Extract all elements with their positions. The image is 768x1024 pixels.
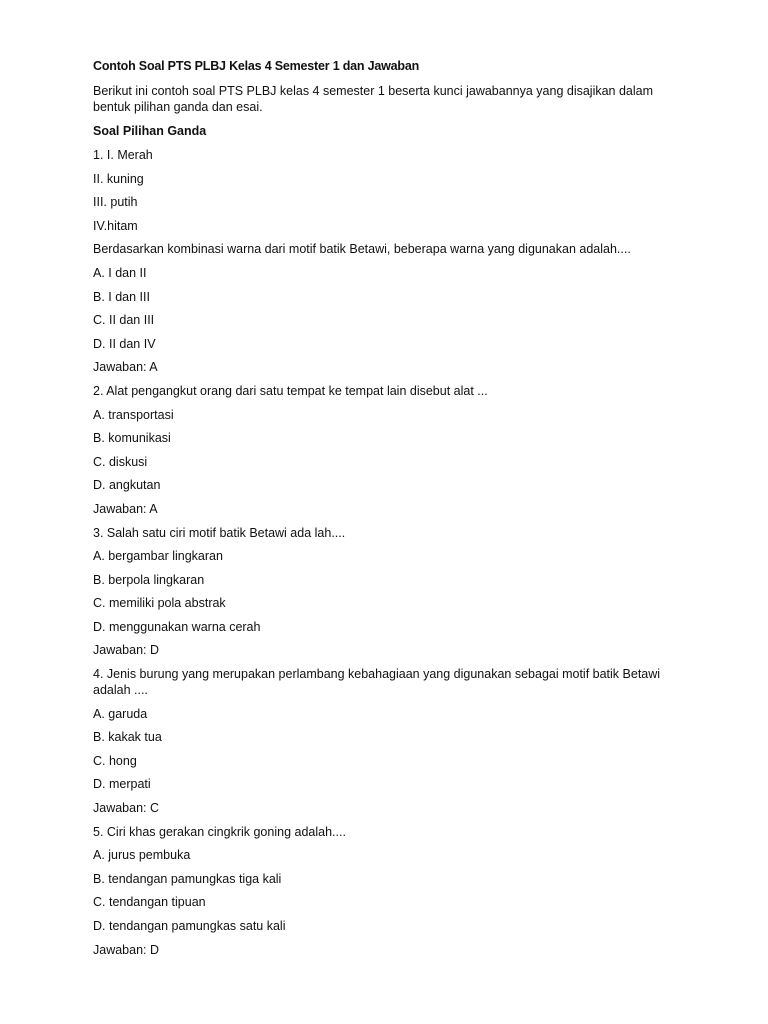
intro-paragraph: Berikut ini contoh soal PTS PLBJ kelas 4 semester 1 beserta kunci jawabannya yang disajikan dalam bentuk pilihan ganda dan esai. (93, 84, 654, 114)
question-3-choice-c: C. memiliki pola abstrak (93, 596, 226, 611)
question-1-choice-a: A. I dan II (93, 265, 147, 280)
question-3-choice-b: B. berpola lingkaran (93, 572, 205, 587)
question-5-answer: Jawaban: D (93, 942, 160, 957)
document-page (93, 58, 693, 965)
question-2-choice-d: D. angkutan (93, 478, 161, 493)
document-title: Contoh Soal PTS PLBJ Kelas 4 Semester 1 dan Jawaban (93, 59, 420, 73)
question-3-answer: Jawaban: D (93, 643, 160, 658)
question-5-choice-a: A. jurus pembuka (93, 848, 191, 863)
question-4-stem: 4. Jenis burung yang merupakan perlambang kebahagiaan yang digunakan sebagai motif batik Betawi adalah .... (93, 667, 661, 698)
section-heading-multiple-choice: Soal Pilihan Ganda (93, 124, 207, 138)
question-5-choice-c: C. tendangan tipuan (93, 895, 206, 910)
question-1-option-ii: II. kuning (93, 171, 144, 186)
question-4-answer: Jawaban: C (93, 801, 160, 816)
question-4-choice-a: A. garuda (93, 706, 148, 721)
question-2-choice-b: B. komunikasi (93, 431, 171, 446)
question-3-stem: 3. Salah satu ciri motif batik Betawi ada lah.... (93, 525, 346, 540)
question-4-choice-d: D. merpati (93, 777, 151, 792)
question-1-answer: Jawaban: A (93, 360, 158, 375)
question-1-option-i: 1. I. Merah (93, 148, 153, 162)
question-1-choice-b: B. I dan III (93, 289, 150, 304)
question-5-stem: 5. Ciri khas gerakan cingkrik goning adalah.... (93, 824, 346, 839)
question-1-option-iv: IV.hitam (93, 218, 138, 233)
question-2-answer: Jawaban: A (93, 501, 158, 516)
question-2-stem: 2. Alat pengangkut orang dari satu tempat ke tempat lain disebut alat ... (93, 383, 488, 398)
question-2-choice-a: A. transportasi (93, 407, 174, 422)
question-1-stem: Berdasarkan kombinasi warna dari motif batik Betawi, beberapa warna yang digunakan adalah.... (93, 242, 631, 257)
question-1-choice-d: D. II dan IV (93, 336, 156, 351)
question-4-choice-c: C. hong (93, 753, 137, 768)
question-4-choice-b: B. kakak tua (93, 730, 162, 745)
question-5-choice-b: B. tendangan pamungkas tiga kali (93, 871, 282, 886)
question-1-option-iii: III. putih (93, 195, 138, 210)
question-1-choice-c: C. II dan III (93, 313, 155, 328)
question-5-choice-d: D. tendangan pamungkas satu kali (93, 919, 286, 933)
question-3-choice-d: D. menggunakan warna cerah (93, 619, 261, 634)
question-2-choice-c: C. diskusi (93, 454, 148, 469)
question-3-choice-a: A. bergambar lingkaran (93, 549, 223, 564)
